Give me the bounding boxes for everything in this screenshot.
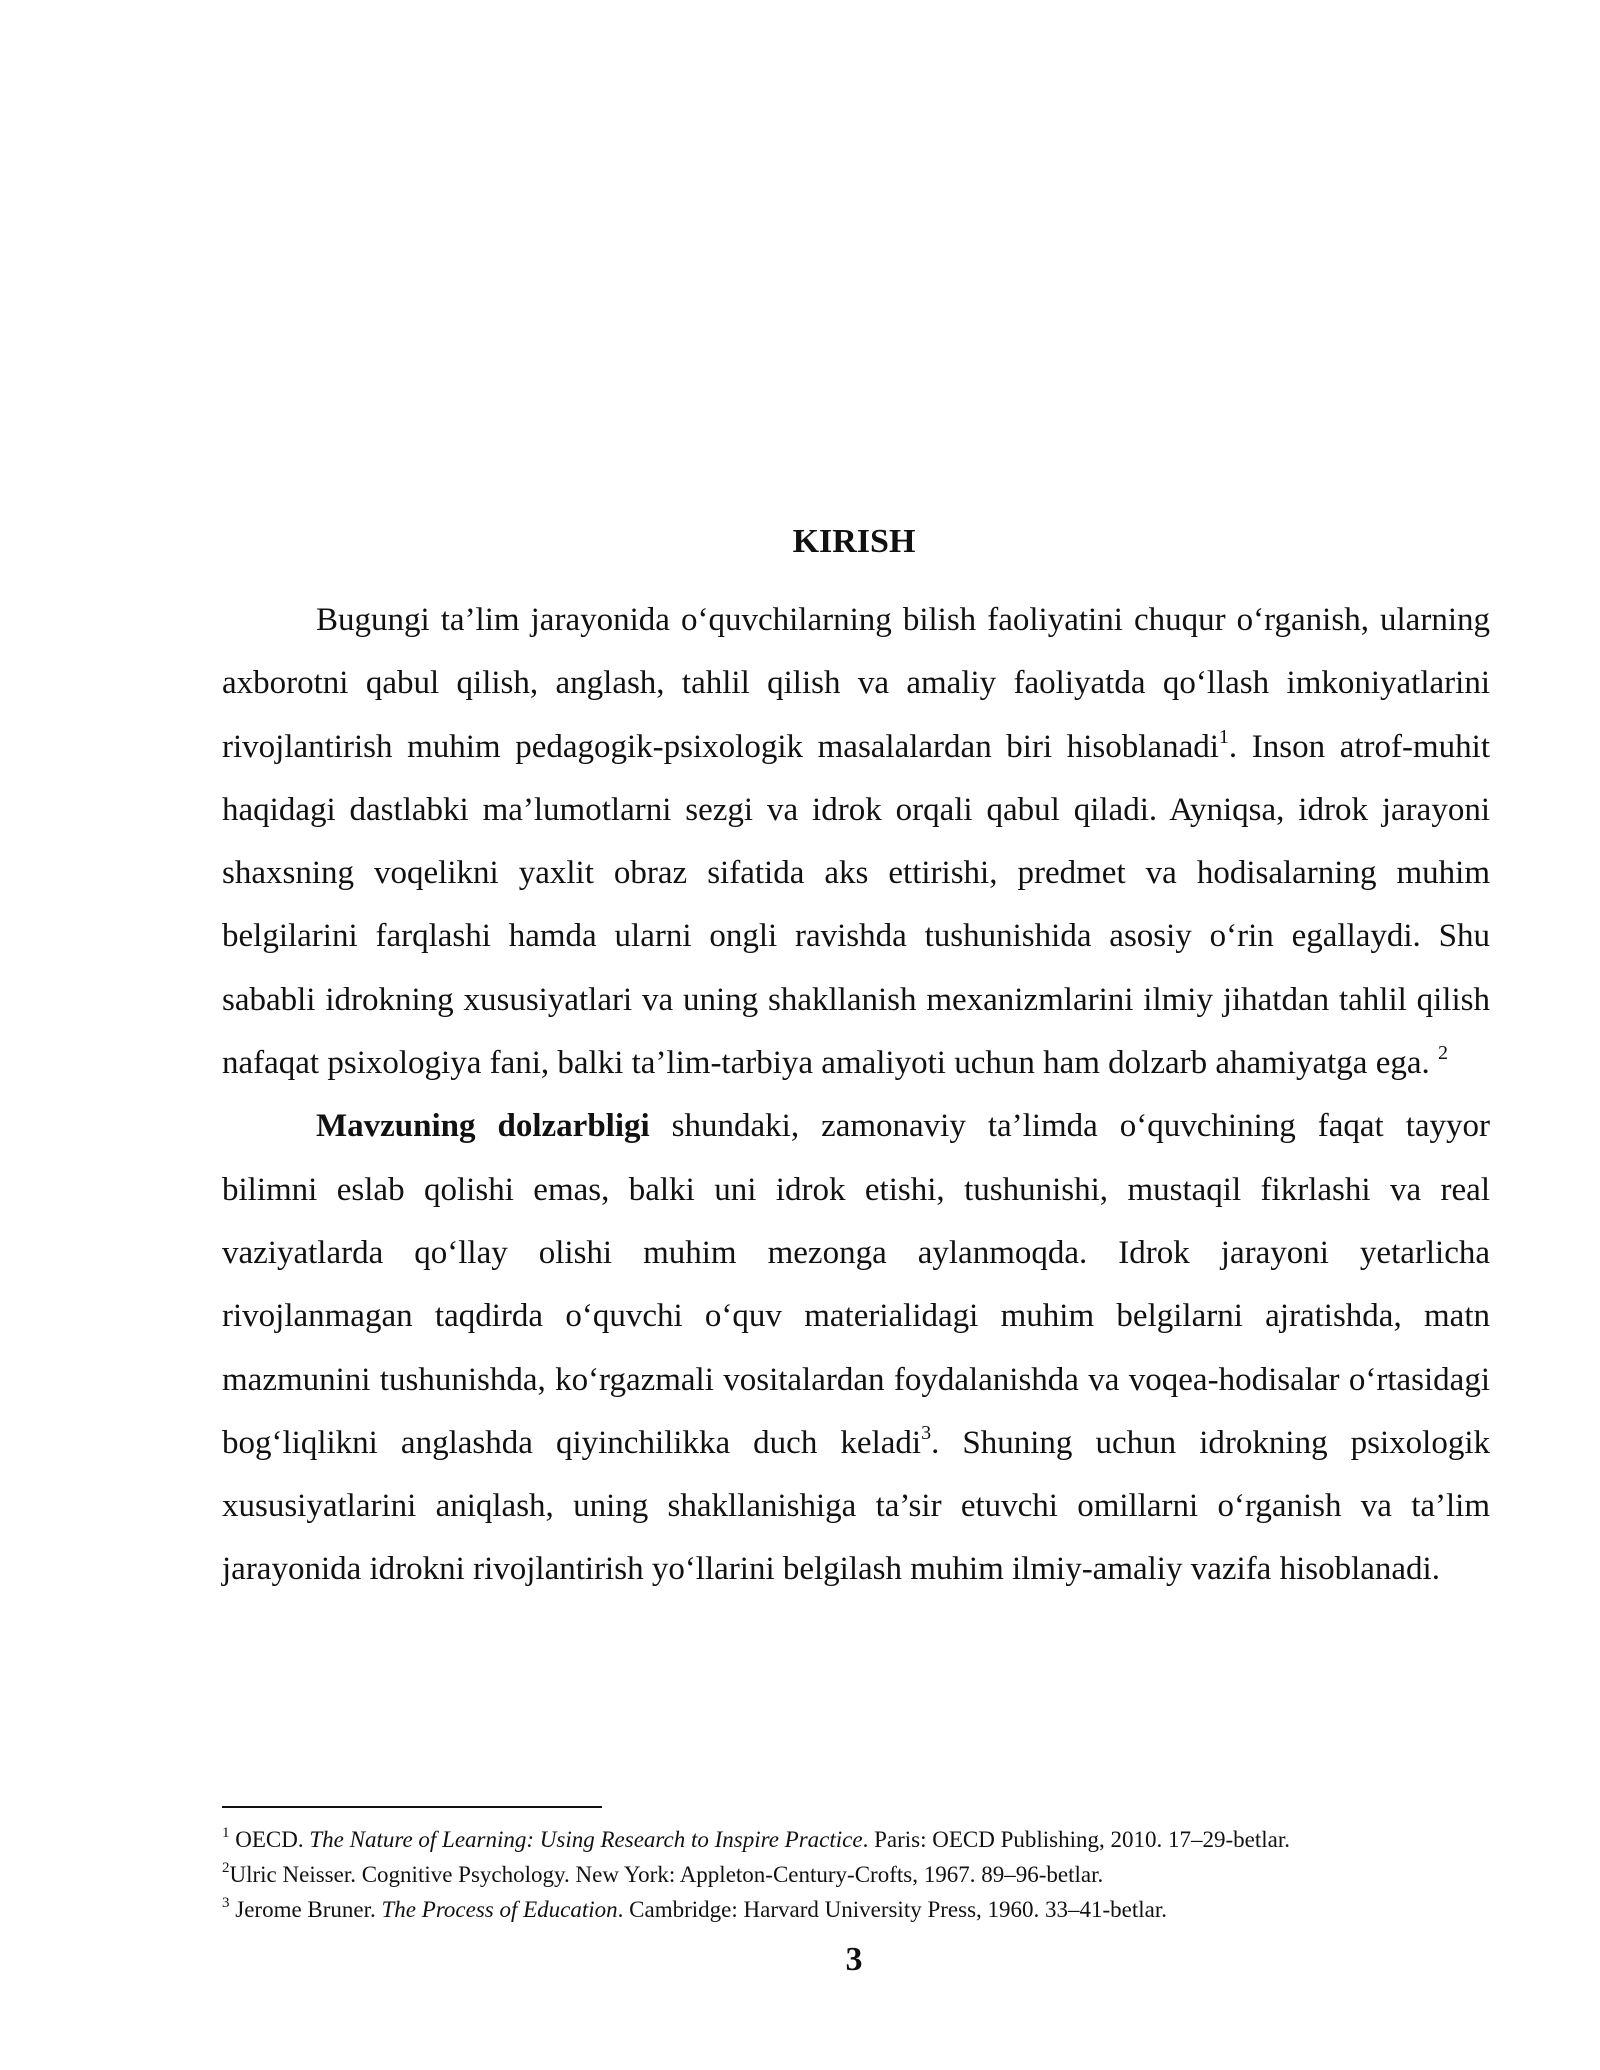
footnote-1 [222, 1822, 1522, 1857]
footnote-text-end: . Paris: OECD Publishing, 2010. 17–29-betlar. [862, 1827, 1290, 1852]
relevance-lead: Mavzuning dolzarbligi [316, 1108, 650, 1145]
footnote-number: 3 [222, 1895, 230, 1912]
paragraph-intro-text: Bugungi ta’lim jarayonida o‘quvchilarning bilish faoliyatini chuqur o‘rganish, ularning axborotni qabul qilish, anglash, tahlil qilish va amaliy faoliyatda qo‘llash imkoniyatlarini rivojlantirish muhim pedagogik-psixologik masalalardan biri hisoblanadi [222, 602, 1490, 765]
footnote-number: 2 [222, 1860, 230, 1877]
footnotes [222, 1822, 1522, 1927]
page-number: 3 [845, 1941, 863, 1978]
footnote-title: The Nature of Learning: Using Research to Inspire Practice [309, 1827, 863, 1852]
paragraph-intro [222, 589, 1490, 1095]
footnote-title: The Process of Education [381, 1897, 618, 1922]
paragraph-relevance-text-continued: . Shuning uchun idrokning psixologik xususiyatlarini aniqlash, uning shakllanishiga ta’sir etuvchi omillarni o‘rganish va ta’lim jarayonida idrokni rivojlantirish yo‘llarini belgilash muhim ilmiy-amaliy vazifa hisoblanadi. [222, 1424, 1491, 1588]
footnote-ref-3[interactable]: 3 [921, 1421, 932, 1444]
footnote-text: Jerome Bruner. [229, 1897, 382, 1922]
paragraph-relevance-text: shundaki, zamonaviy ta’limda o‘quvchining faqat tayyor bilimni eslab qolishi emas, balki uni idrok etishi, tushunishi, mustaqil fikrlashi va real vaziyatlarda qo‘llay olishi muhim mezonga aylanmoqda. Idrok jarayoni yetarlicha rivojlanmagan taqdirda o‘quvchi o‘quv materialidagi muhim belgilarni ajratishda, matn mazmunini tushunishda, ko‘rgazmali vositalardan foydalanishda va voqea-hodisalar o‘rtasidagi bog‘liqlikni anglashda qiyinchilikka duch keladi [222, 1108, 1490, 1461]
paragraph-relevance [222, 1095, 1490, 1601]
footnote-2 [222, 1857, 1522, 1892]
footnote-ref-1[interactable]: 1 [1218, 725, 1229, 748]
footnote-text-end: . Cambridge: Harvard University Press, 1960. 33–41-betlar. [617, 1897, 1168, 1922]
footnote-text: OECD. [229, 1827, 310, 1852]
footnote-ref-2[interactable]: 2 [1438, 1042, 1448, 1065]
footnote-3 [222, 1892, 1522, 1927]
body-text [222, 589, 1490, 1602]
footnote-separator [222, 1806, 602, 1808]
footnote-text: Ulric Neisser. Cognitive Psychology. New York: Appleton-Century-Crofts, 1967. 89–96-betlar. [229, 1862, 1104, 1887]
paragraph-intro-text-continued: . Inson atrof-muhit haqidagi dastlabki ma’lumotlarni sezgi va idrok orqali qabul qiladi. Ayniqsa, idrok jarayoni shaxsning voqelikni yaxlit obraz sifatida aks ettirishi, predmet va hodisalarning muhim belgilarini farqlashi hamda ularni ongli ravishda tushunishida asosiy o‘rin egallaydi. Shu sababli idrokning xususiyatlari va uning shakllanish mexanizmlarini ilmiy jihatdan tahlil qilish nafaqat psixologiya fani, balki ta’lim-tarbiya amaliyoti uchun ham dolzarb ahamiyatga ega. [222, 728, 1491, 1082]
footnote-number: 1 [222, 1825, 230, 1842]
section-heading: KIRISH [792, 523, 916, 560]
